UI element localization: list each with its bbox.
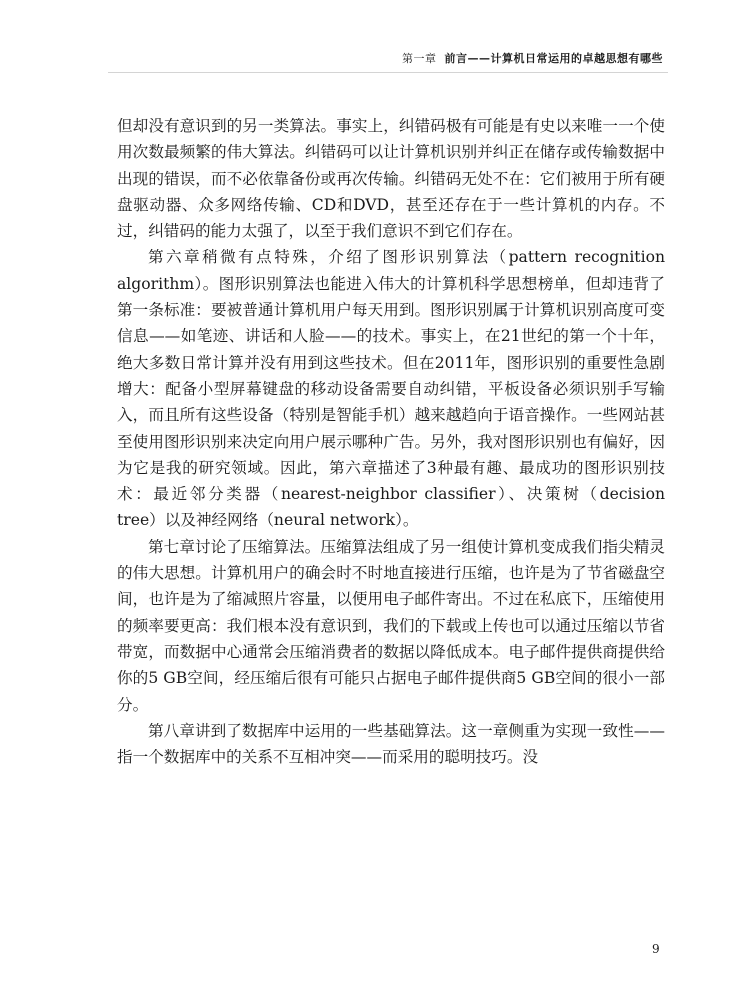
page-number: 9 (652, 942, 660, 956)
body-text (117, 113, 665, 770)
chapter-title: 前言——计算机日常运用的卓越思想有哪些 (444, 52, 663, 65)
paragraph-chapter-eight: 第八章讲到了数据库中运用的一些基础算法。这一章侧重为实现一致性——指一个数据库中的关系不互相冲突——而采用的聪明技巧。没 (117, 721, 665, 767)
paragraph-chapter-seven: 第七章讨论了压缩算法。压缩算法组成了另一组使计算机变成我们指尖精灵的伟大思想。计算机用户的确会时不时地直接进行压缩，也许是为了节省磁盘空间，也许是为了缩减照片容量，以便用电子邮件寄出。不过在私底下，压缩使用的频率要更高：我们根本没有意识到，我们的下载或上传也可以通过压缩以节省带宽，而数据中心通常会压缩消费者的数据以降低成本。电子邮件提供商提供给你的5 GB空间，经压缩后很有可能只占据电子邮件提供商5 GB空间的很小一部分。 (117, 537, 665, 714)
header-divider (108, 72, 668, 73)
paragraph-continuation: 但却没有意识到的另一类算法。事实上，纠错码极有可能是有史以来唯一一个使用次数最频繁的伟大算法。纠错码可以让计算机识别并纠正在储存或传输数据中出现的错误，而不必依靠备份或再次传输。纠错码无处不在：它们被用于所有硬盘驱动器、众多网络传输、CD和DVD，甚至还存在于一些计算机的内存。不过，纠错码的能力太强了，以至于我们意识不到它们存在。 (117, 117, 665, 241)
chapter-number: 第一章 (402, 52, 437, 65)
paragraph-chapter-six: 第六章稍微有点特殊，介绍了图形识别算法（pattern recognition algorithm）。图形识别算法也能进入伟大的计算机科学思想榜单，但却违背了第一条标准：要被普通计算机用户每天用到。图形识别属于计算机识别高度可变信息——如笔迹、讲话和人脸——的技术。事实上，在21世纪的第一个十年，绝大多数日常计算并没有用到这些技术。但在2011年，图形识别的重要性急剧增大：配备小型屏幕键盘的移动设备需要自动纠错，平板设备必须识别手写输入，而且所有这些设备（特别是智能手机）越来越趋向于语音操作。一些网站甚至使用图形识别来决定向用户展示哪种广告。另外，我对图形识别也有偏好，因为它是我的研究领域。因此，第六章描述了3种最有趣、最成功的图形识别技术：最近邻分类器（nearest-neighbor classifier）、决策树（decision tree）以及神经网络（neural network）。 (117, 248, 665, 530)
running-header (402, 50, 663, 66)
